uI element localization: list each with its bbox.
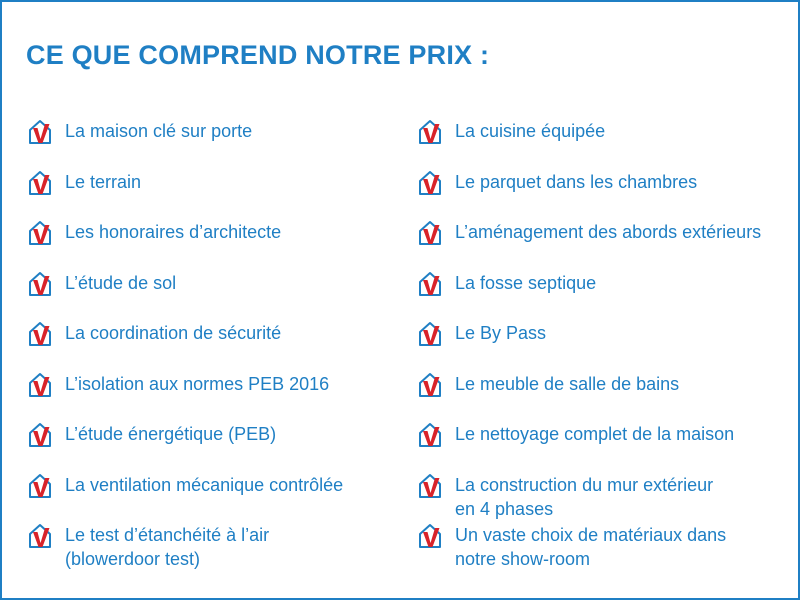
list-item [416, 118, 796, 169]
list-item [416, 169, 796, 220]
list-item [416, 522, 796, 573]
list-item-label: Le By Pass [455, 323, 547, 343]
house-checkmark-icon [416, 472, 444, 500]
house-checkmark-icon [26, 219, 54, 247]
house-checkmark-icon [26, 421, 54, 449]
list-item [26, 270, 386, 321]
list-item [26, 219, 386, 270]
list-item-label: L’étude énergétique (PEB) [65, 424, 277, 444]
house-checkmark-icon [416, 421, 444, 449]
list-item-label: La ventilation mécanique contrôlée [65, 474, 344, 495]
list-item [416, 320, 796, 371]
house-checkmark-icon [416, 522, 444, 550]
list-item [26, 522, 386, 573]
list-item-label: La coordination de sécurité [65, 323, 282, 343]
list-item-label: Le nettoyage complet de la maison [455, 424, 735, 444]
house-checkmark-icon [416, 118, 444, 146]
list-item-label: La fosse septique [455, 272, 597, 293]
house-checkmark-icon [26, 522, 54, 550]
page-title: CE QUE COMPREND NOTRE PRIX : [26, 40, 490, 70]
list-item-label: Un vaste choix de matériaux dans notre show-room [455, 525, 727, 569]
house-checkmark-icon [416, 371, 444, 399]
house-checkmark-icon [416, 219, 444, 247]
list-item [416, 421, 796, 472]
house-checkmark-icon [26, 270, 54, 298]
list-item [26, 371, 386, 422]
left-column-list [26, 118, 386, 573]
house-checkmark-icon [26, 118, 54, 146]
list-item [416, 219, 796, 270]
list-item-label: La construction du mur extérieur en 4 phases [455, 474, 714, 519]
house-checkmark-icon [26, 320, 54, 348]
list-item-label: Le parquet dans les chambres [455, 171, 698, 192]
list-item-label: L’étude de sol [65, 272, 177, 293]
list-item [416, 270, 796, 321]
list-item-label: Le meuble de salle de bains [455, 373, 680, 394]
right-column-list [416, 118, 796, 573]
list-item-label: Le terrain [65, 171, 142, 192]
house-checkmark-icon [416, 270, 444, 298]
house-checkmark-icon [416, 320, 444, 348]
list-item [26, 169, 386, 220]
list-item [26, 472, 386, 523]
house-checkmark-icon [26, 169, 54, 197]
list-item-label: L’isolation aux normes PEB 2016 [65, 373, 330, 394]
list-item [26, 421, 386, 472]
list-item-label: La maison clé sur porte [65, 121, 253, 141]
list-item [26, 320, 386, 371]
list-item [26, 118, 386, 169]
house-checkmark-icon [26, 371, 54, 399]
list-item-label: La cuisine équipée [455, 121, 606, 141]
house-checkmark-icon [416, 169, 444, 197]
list-item-label: Les honoraires d’architecte [65, 222, 282, 242]
list-item [416, 371, 796, 422]
list-item-label: L’aménagement des abords extérieurs [455, 222, 762, 242]
list-item [416, 472, 796, 523]
list-item-label: Le test d’étanchéité à l’air (blowerdoor test) [65, 525, 270, 569]
house-checkmark-icon [26, 472, 54, 500]
